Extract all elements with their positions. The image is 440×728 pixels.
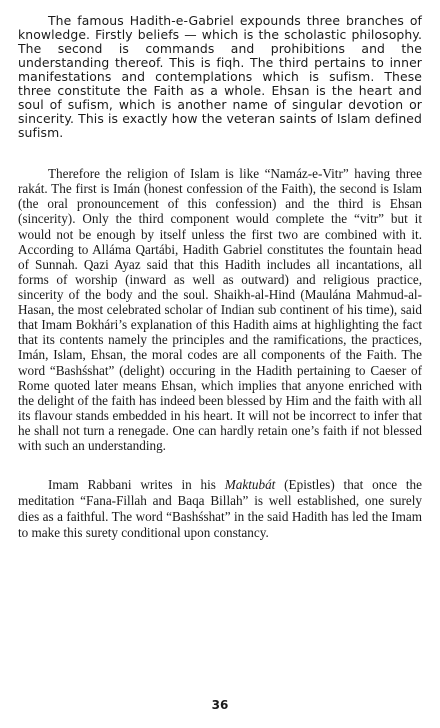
paragraph-imam-rabbani-start: Imam Rabbani writes in his — [48, 477, 225, 493]
paragraph-imam-rabbani-end: (Epistles) that once the meditation “Fana-Fillah and Baqa Billah” is well established, one surely dies as a faithful. The word “Bashśshat” in the said Hadith has led the Imam to make this surety conditional upon constancy. — [18, 477, 422, 540]
page-number: 36 — [211, 698, 229, 712]
paragraph-imam-rabbani — [18, 477, 422, 540]
book-title-maktubat: Maktubát — [224, 477, 276, 493]
page-body — [18, 14, 422, 541]
paragraph-religion-of-islam: Therefore the religion of Islam is like “Namáz-e-Vitr” having three rakát. The first is Imán (honest confession of the Faith), the second is Islam (the oral pronouncement of this confession) and the third is Ehsan (sincerity). Only the third component would complete the “vitr” but it would not be enough by itself unless the first two are combined with it. According to Alláma Qartábi, Hadith Gabriel constitutes the fountain head of Sunnah. Qazi Ayaz said that this Hadith includes all incantations, all forms of worship (inward as well as outward) and religious practice, sincerity of the body and the soul. Shaikh-al-Hind (Maulána Mahmud-al-Hasan, the most celebrated scholar of Indian sub continent of his time), said that Imam Bokhári’s explanation of this Hadith aims at highlighting the fact that its contents namely the principles and the ramifications, the practices, Imán, Islam, Ehsan, the moral codes are all components of the Faith. The word “Bashśshat” (delight) occuring in the Hadith pertaining to Caeser of Rome quoted later means Ehsan, which implies that anyone enriched with the delight of the faith has indeed been blessed by Him and the faith with all its flavour stands embedded in his heart. It will not be incorrect to infer that he shall not turn a renegade. One can hardly retain one’s faith if not blessed with such an understanding. — [18, 166, 422, 454]
paragraph-hadith-gabriel: The famous Hadith-e-Gabriel expounds three branches of knowledge. Firstly beliefs — which is the scholastic philosophy. The second is commands and prohibitions and the understanding thereof. This is fiqh. The third pertains to inner manifestations and contemplations which is sufism. These three constitute the Faith as a whole. Ehsan is the heart and soul of sufism, which is another name of singular devotion or sincerity. This is exactly how the veteran saints of Islam defined sufism. — [18, 13, 422, 141]
